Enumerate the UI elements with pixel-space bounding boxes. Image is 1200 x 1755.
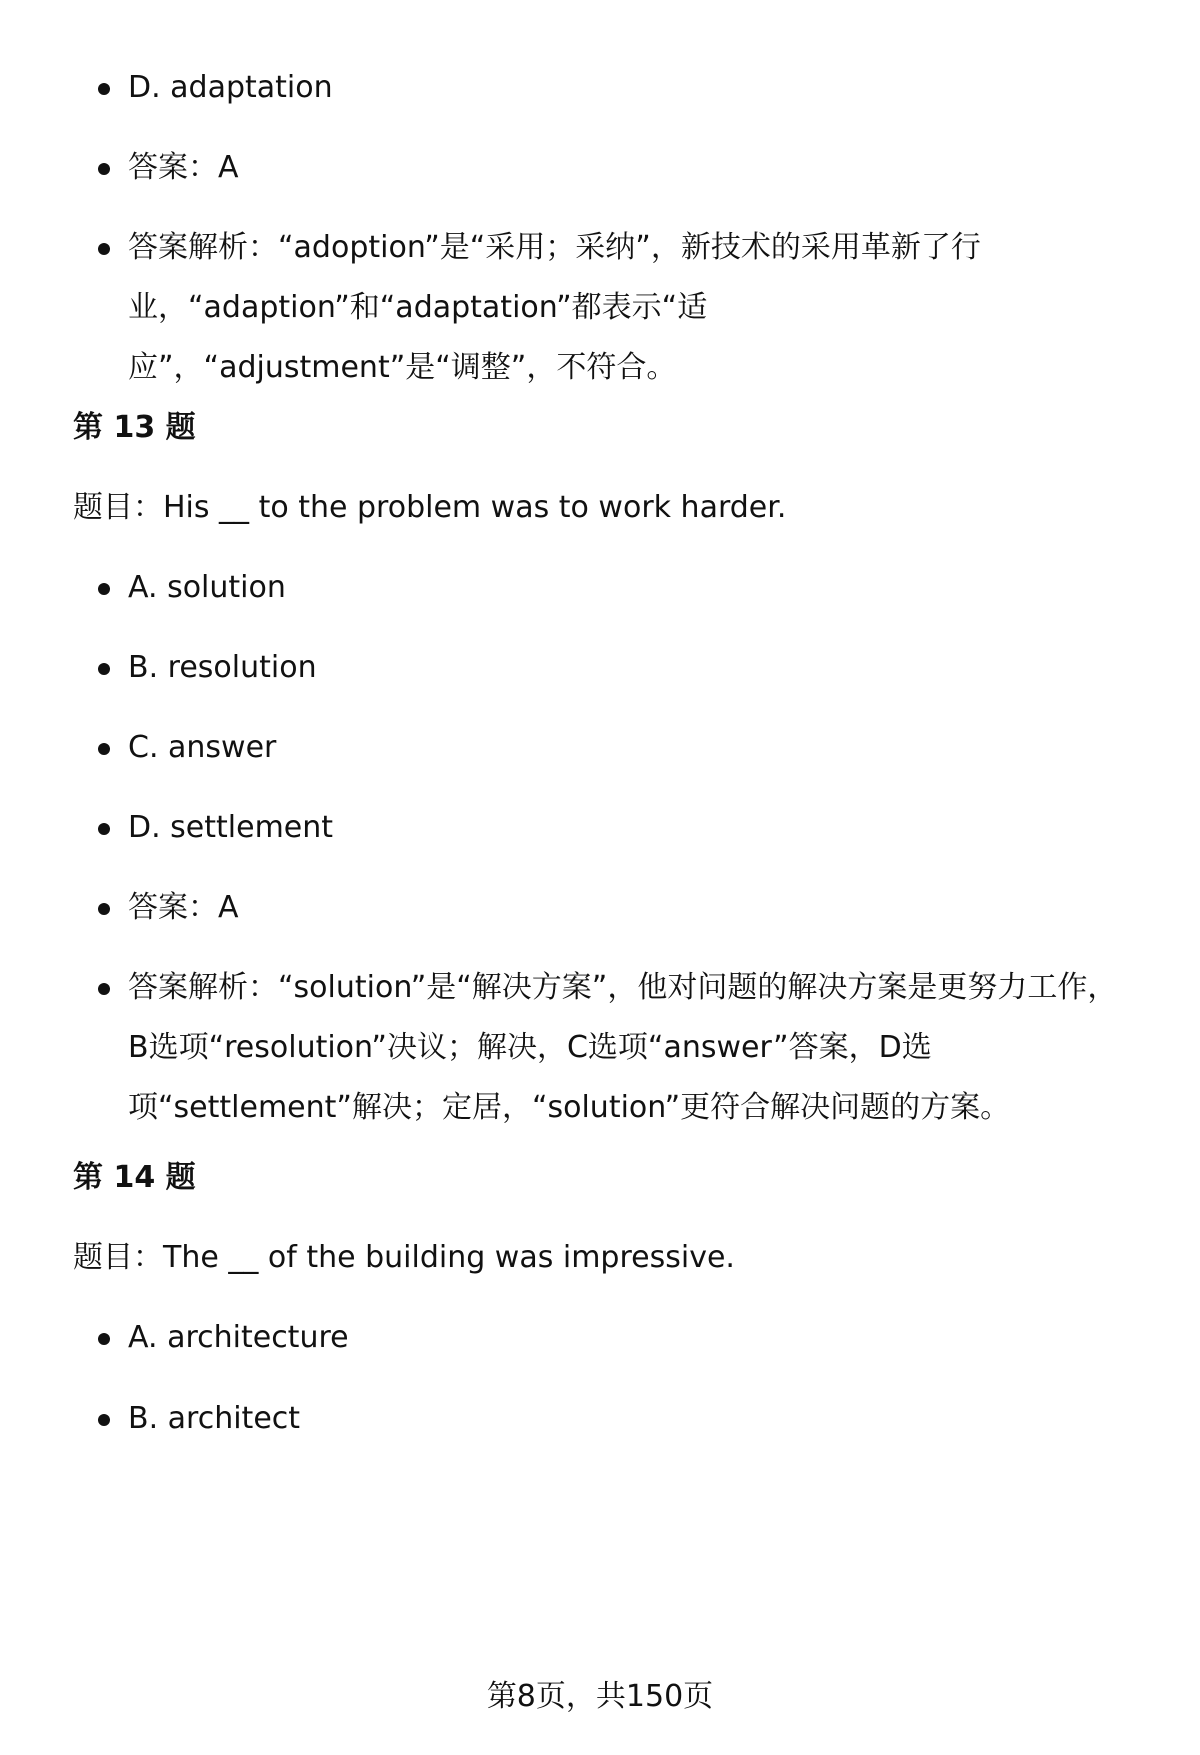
list-item	[128, 798, 1128, 858]
analysis-text: 答案解析：“solution”是“解决方案”，他对问题的解决方案是更努力工作，B选项“resolution”决议；解决，C选项“answer”答案，D选项“settlement”解决；定居，“solution”更符合解决问题的方案。	[128, 970, 1118, 1125]
bullet-dot	[98, 823, 110, 835]
option-text: B. architect	[128, 1401, 301, 1436]
option-text: D. settlement	[128, 810, 334, 845]
question-prompt: 题目：The __ of the building was impressive.	[73, 1240, 735, 1275]
bullet-dot	[98, 743, 110, 755]
bullet-dot	[98, 903, 110, 915]
list-item	[128, 1389, 1128, 1449]
option-text: C. answer	[128, 730, 277, 765]
list-item	[128, 58, 1128, 118]
list-item	[128, 218, 1048, 398]
list-item	[128, 638, 1128, 698]
option-text: A. architecture	[128, 1320, 349, 1355]
question-heading: 第 14 题	[73, 1160, 196, 1195]
list-item	[128, 1308, 1128, 1368]
analysis-text: 答案解析：“adoption”是“采用；采纳”，新技术的采用革新了行业，“adaption”和“adaptation”都表示“适应”，“adjustment”是“调整”，不符合。	[128, 230, 981, 385]
bullet-dot	[98, 983, 110, 995]
list-item	[128, 138, 1128, 198]
bullet-dot	[98, 583, 110, 595]
page-number: 第8页，共150页	[486, 1679, 714, 1714]
bullet-dot	[98, 1414, 110, 1426]
question-prompt: 题目：His __ to the problem was to work harder.	[73, 490, 787, 525]
list-item	[128, 718, 1128, 778]
list-item	[128, 878, 1128, 938]
option-text: B. resolution	[128, 650, 317, 685]
bullet-dot	[98, 243, 110, 255]
list-item	[128, 558, 1128, 618]
answer-text: 答案：A	[128, 890, 239, 925]
list-item	[128, 958, 1118, 1138]
bullet-dot	[98, 83, 110, 95]
bullet-dot	[98, 663, 110, 675]
bullet-dot	[98, 163, 110, 175]
bullet-dot	[98, 1333, 110, 1345]
answer-text: 答案：A	[128, 150, 239, 185]
option-text: D. adaptation	[128, 70, 333, 105]
question-heading: 第 13 题	[73, 410, 196, 445]
option-text: A. solution	[128, 570, 286, 605]
